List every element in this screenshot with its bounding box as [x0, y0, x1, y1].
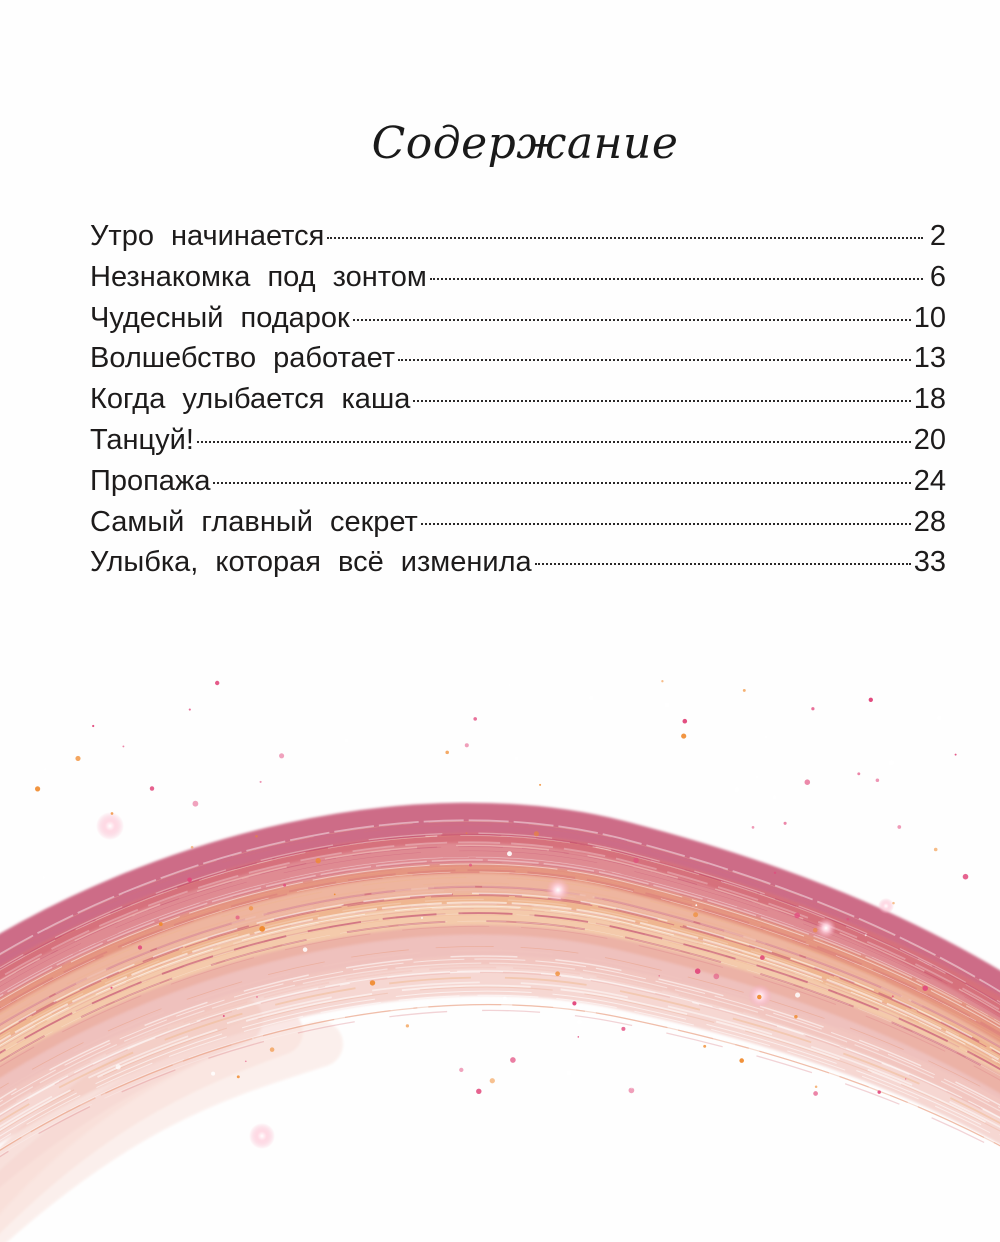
sparkle-dot	[211, 1072, 215, 1076]
sparkle-dot	[466, 832, 468, 834]
sparkle-dot	[774, 872, 776, 874]
sparkle-dot	[508, 683, 511, 686]
page-number: 33	[913, 546, 946, 579]
sparkle-dot	[713, 974, 719, 980]
sparkle-dot	[621, 1027, 625, 1031]
chapter-title: Когда улыбается каша	[90, 383, 411, 416]
sparkle-dot	[539, 784, 541, 786]
sparkle-glow	[878, 898, 894, 914]
sparkle-dot	[739, 1058, 744, 1063]
sparkle-dot	[760, 955, 765, 960]
sparkle-dot	[661, 680, 663, 682]
sparkle-dot	[345, 739, 349, 743]
sparkle-dot	[846, 918, 849, 921]
table-of-contents	[90, 216, 946, 583]
sparkle-dot	[406, 1024, 409, 1027]
sparkle-dot	[567, 1070, 572, 1075]
toc-entry	[90, 420, 946, 461]
chapter-title: Самый главный секрет	[90, 505, 418, 538]
sparkle-dot	[963, 874, 969, 880]
sparkle-dot	[191, 846, 194, 849]
sparkle-dot	[784, 822, 787, 825]
sparkle-dot	[334, 894, 336, 896]
chapter-title: Утро начинается	[90, 220, 325, 252]
dot-leader	[353, 319, 911, 321]
sparkle-dot	[510, 1057, 516, 1063]
dot-leader	[413, 400, 910, 402]
sparkle-dot	[955, 754, 957, 756]
sparkle-dot	[681, 734, 686, 739]
sparkle-dot	[283, 884, 286, 887]
sparkle-dot	[805, 779, 811, 785]
sparkle-glow	[96, 812, 124, 840]
sparkle-dot	[255, 835, 258, 838]
sparkle-dot	[488, 797, 490, 799]
sparkle-dot	[187, 878, 192, 883]
sparkle-dot	[270, 1047, 275, 1052]
page-number: 13	[913, 342, 946, 375]
toc-entry	[90, 257, 946, 298]
sparkle-dot	[279, 753, 284, 758]
sparkle-dot	[794, 913, 800, 919]
sparkle-dot	[905, 1078, 906, 1079]
sparkle-dot	[245, 1060, 247, 1062]
sparkle-dot	[473, 717, 477, 721]
sparkle-dot	[459, 1068, 463, 1072]
sparkle-dot	[490, 1078, 495, 1083]
sparkle-dot	[633, 858, 638, 863]
sparkle-dot	[811, 707, 814, 710]
sparkle-dot	[421, 917, 423, 919]
sparkle-dot	[116, 1064, 121, 1069]
chapter-title: Незнакомка под зонтом	[90, 260, 427, 293]
page-number: 28	[913, 505, 946, 538]
sparkle-dot	[858, 770, 860, 772]
sparkle-dot	[589, 696, 594, 701]
sparkle-dot	[223, 1015, 225, 1017]
sparkle-dot	[695, 968, 701, 974]
sparkle-dot	[682, 719, 687, 724]
sparkle-dot	[42, 876, 45, 879]
toc-entry	[90, 338, 946, 379]
page-title: Содержание	[371, 118, 679, 169]
sparkle-dot	[515, 756, 519, 760]
sparkle-dot	[892, 995, 894, 997]
sparkle-dot	[507, 851, 512, 856]
sparkle-dot	[897, 825, 901, 829]
sparkle-dot	[865, 934, 867, 936]
sparkle-dot	[765, 736, 768, 739]
toc-entry	[90, 216, 946, 257]
sparkle-dot	[75, 756, 80, 761]
sparkle-dot	[469, 864, 472, 867]
sparkle-dot	[795, 993, 800, 998]
page-number: 6	[929, 260, 946, 293]
page-number: 18	[913, 383, 946, 416]
page-number: 20	[913, 423, 946, 456]
page-number: 2	[929, 220, 946, 252]
sparkle-dot	[703, 1045, 706, 1048]
sparkle-dot	[877, 775, 879, 777]
sparkle-dot	[193, 801, 199, 807]
sparkle-dot	[695, 904, 697, 906]
sparkle-dot	[111, 812, 114, 815]
sparkle-dot	[236, 915, 240, 919]
sparkle-dot	[755, 775, 759, 779]
sparkle-dot	[44, 768, 47, 771]
dot-leader	[535, 563, 911, 565]
sparkle-dot	[260, 781, 262, 783]
sparkle-glow	[816, 918, 836, 938]
dot-leader	[430, 278, 923, 280]
sparkle-dot	[934, 848, 938, 852]
sparkle-dot	[555, 971, 560, 976]
dot-leader	[213, 482, 910, 484]
sparkle-dot	[35, 786, 40, 791]
sparkle-dot	[92, 725, 94, 727]
sparkle-dot	[794, 1015, 797, 1018]
sparkle-dot	[577, 1019, 582, 1024]
chapter-title: Пропажа	[90, 464, 211, 497]
sparkle-dot	[813, 928, 818, 933]
toc-entry	[90, 298, 946, 339]
sparkle-dot	[249, 906, 253, 910]
sparkle-dot	[534, 831, 539, 836]
sparkle-dot	[815, 1085, 818, 1088]
sparkle-dot	[138, 945, 142, 949]
dot-leader	[421, 523, 911, 525]
sparkle-dot	[445, 751, 449, 755]
sparkle-dot	[922, 985, 928, 991]
page-number: 10	[913, 301, 946, 334]
sparkle-glow	[249, 1123, 275, 1149]
toc-entry	[90, 379, 946, 420]
sparkle-dot	[772, 795, 776, 799]
sparkle-dot	[734, 787, 739, 792]
rainbow-illustration	[0, 640, 1000, 1242]
sparkle-dot	[465, 743, 469, 747]
page-number: 24	[913, 464, 946, 497]
sparkle-dot	[503, 997, 507, 1001]
chapter-title: Улыбка, которая всё изменила	[90, 546, 532, 579]
dot-leader	[327, 237, 923, 239]
sparkle-dot	[189, 709, 191, 711]
toc-entry	[90, 461, 946, 502]
sparkle-dot	[110, 987, 112, 989]
sparkle-dot	[813, 1091, 818, 1096]
sparkle-dot	[752, 826, 755, 829]
dot-leader	[398, 359, 911, 361]
chapter-title: Чудесный подарок	[90, 301, 350, 334]
sparkle-dot	[572, 1001, 576, 1005]
sparkle-dot	[892, 902, 895, 905]
sparkle-dot	[370, 980, 375, 985]
sparkle-dot	[876, 779, 880, 783]
chapter-title: Волшебство работает	[90, 342, 396, 375]
sparkle-dot	[122, 745, 124, 747]
sparkle-dot	[869, 698, 873, 702]
sparkle-dot	[693, 912, 698, 917]
sparkle-dot	[578, 1036, 580, 1038]
sparkle-dot	[743, 689, 746, 692]
sparkle-dot	[857, 772, 860, 775]
sparkle-dot	[757, 995, 761, 999]
dot-leader	[197, 441, 911, 443]
chapter-title: Танцуй!	[90, 423, 194, 456]
sparkle-dot	[215, 681, 219, 685]
sparkle-dot	[889, 760, 895, 766]
sparkle-dot	[658, 975, 659, 976]
sparkle-dot	[877, 1090, 880, 1093]
sparkle-dot	[150, 786, 154, 790]
sparkle-dot	[937, 716, 942, 721]
sparkle-dot	[259, 926, 265, 932]
toc-entry	[90, 542, 946, 583]
sparkle-glow	[546, 878, 570, 902]
sparkle-dot	[159, 922, 163, 926]
sparkle-dot	[664, 702, 669, 707]
sparkle-dot	[316, 858, 321, 863]
sparkle-dot	[476, 1089, 481, 1094]
sparkle-dot	[256, 996, 258, 998]
toc-entry	[90, 502, 946, 543]
sparkle-dot	[630, 1084, 634, 1088]
sparkle-dot	[237, 1075, 240, 1078]
sparkle-dot	[303, 947, 308, 952]
